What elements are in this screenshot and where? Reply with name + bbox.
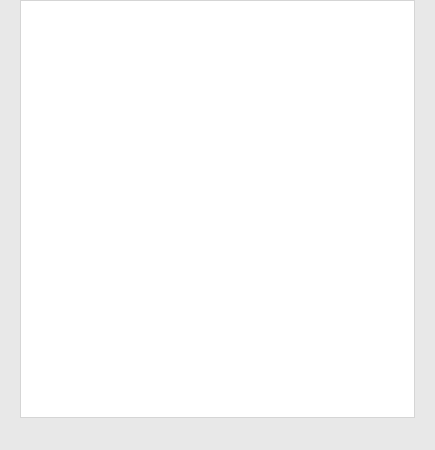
paragraph-line [33,386,404,397]
paragraph-line [33,320,404,331]
paragraph-line [33,23,404,34]
paragraph-line [33,210,404,221]
paragraph-line [33,221,404,232]
paragraph-line [33,56,404,67]
paragraph-line [33,353,404,364]
paragraph-line [33,166,404,177]
paragraph-line [33,144,404,155]
paragraph-line [33,177,404,188]
paragraph-line [33,34,404,45]
paragraph-line [33,45,404,56]
paragraph-line [33,1,404,12]
paragraph-line [33,364,404,375]
paragraph-line [33,89,404,100]
article-body [33,1,404,397]
paragraph-line [33,309,404,320]
paragraph-line [33,254,404,265]
paragraph-line [33,287,404,298]
paragraph-line [33,188,404,199]
paragraph-line [33,298,404,309]
paragraph-line [33,276,404,287]
paragraph-line [33,331,404,342]
paragraph-line [33,100,404,111]
document-page [20,0,415,418]
paragraph-line [33,232,404,243]
paragraph-line [33,243,404,254]
paragraph-line [33,342,404,353]
paragraph-line [33,265,404,276]
source-note [33,401,404,413]
paragraph-line [33,111,404,122]
paragraph-line [33,122,404,133]
paragraph-line [33,199,404,210]
paragraph-line [33,133,404,144]
paragraph-line [33,155,404,166]
paragraph-line [33,67,404,78]
paragraph-line [33,375,404,386]
paragraph-line [33,78,404,89]
paragraph-line [33,12,404,23]
